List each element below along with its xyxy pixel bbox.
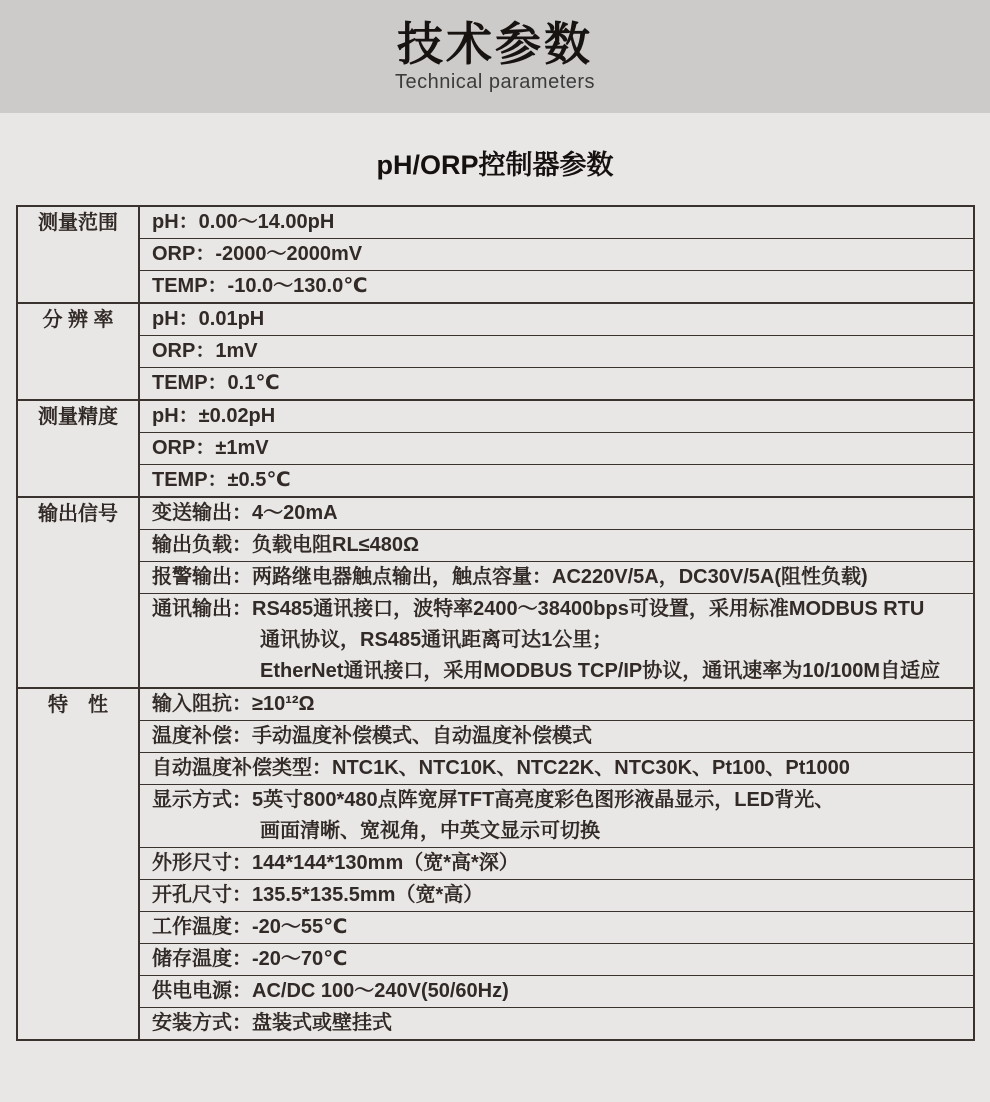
param-row	[140, 239, 973, 271]
param-row	[140, 689, 973, 721]
param-line: 温度补偿：手动温度补偿模式、自动温度补偿模式	[152, 725, 592, 747]
param-row	[140, 1008, 973, 1039]
param-line: 自动温度补偿类型：NTC1K、NTC10K、NTC22K、NTC30K、Pt100、Pt1000	[152, 757, 850, 779]
param-line: 通讯输出：RS485通讯接口，波特率2400～38400bps可设置，采用标准MODBUS RTU	[152, 598, 925, 620]
param-line: 供电电源：AC/DC 100～240V(50/60Hz)	[152, 980, 509, 1002]
param-row	[140, 753, 973, 785]
param-row	[140, 785, 973, 848]
page-title: 技术参数	[397, 18, 593, 70]
group-values	[140, 498, 973, 687]
group-values	[140, 401, 973, 496]
param-row	[140, 271, 973, 302]
param-line-continuation: 通讯协议，RS485通讯距离可达1公里；	[260, 629, 613, 651]
param-row	[140, 848, 973, 880]
group-values	[140, 207, 973, 302]
param-line: ORP：-2000～2000mV	[152, 243, 363, 265]
group-label: 输出信号	[18, 498, 140, 687]
param-line: TEMP：±0.5℃	[152, 469, 291, 491]
param-row	[140, 944, 973, 976]
param-line: 变送输出：4～20mA	[152, 502, 338, 524]
group-values	[140, 304, 973, 399]
group-label: 特 性	[18, 689, 140, 1039]
param-line: 输出负载：负载电阻RL≤480Ω	[152, 534, 420, 556]
param-group-features	[18, 689, 973, 1039]
param-line: ORP：±1mV	[152, 437, 269, 459]
param-line: 安装方式：盘装式或壁挂式	[152, 1012, 392, 1034]
param-line: ORP：1mV	[152, 340, 258, 362]
param-row	[140, 401, 973, 433]
header-banner	[0, 0, 990, 113]
param-line: 储存温度：-20～70℃	[152, 948, 348, 970]
param-group-accuracy	[18, 401, 973, 498]
param-line: pH：0.00～14.00pH	[152, 211, 335, 233]
param-row	[140, 433, 973, 465]
param-row	[140, 880, 973, 912]
param-group-output-signal	[18, 498, 973, 689]
param-line: 开孔尺寸：135.5*135.5mm（宽*高）	[152, 884, 484, 906]
param-row	[140, 721, 973, 753]
param-row	[140, 368, 973, 399]
param-row	[140, 207, 973, 239]
param-line: 工作温度：-20～55℃	[152, 916, 348, 938]
param-row	[140, 498, 973, 530]
group-label: 分 辨 率	[18, 304, 140, 399]
param-row	[140, 304, 973, 336]
param-line-continuation: 画面清晰、宽视角，中英文显示可切换	[260, 820, 600, 842]
param-line: 输入阻抗：≥10¹²Ω	[152, 693, 315, 715]
param-row	[140, 594, 973, 687]
group-label: 测量精度	[18, 401, 140, 496]
param-row	[140, 530, 973, 562]
param-line: TEMP：-10.0～130.0℃	[152, 275, 368, 297]
param-line-continuation: EtherNet通讯接口，采用MODBUS TCP/IP协议，通讯速率为10/100M自适应	[260, 660, 941, 682]
section-title: pH/ORP控制器参数	[376, 150, 614, 180]
param-line: pH：±0.02pH	[152, 405, 276, 427]
param-row	[140, 465, 973, 496]
param-row	[140, 912, 973, 944]
page-subtitle: Technical parameters	[394, 71, 596, 93]
param-row	[140, 976, 973, 1008]
group-label: 测量范围	[18, 207, 140, 302]
group-values	[140, 689, 973, 1039]
param-line: 显示方式：5英寸800*480点阵宽屏TFT高亮度彩色图形液晶显示，LED背光、	[152, 789, 835, 811]
param-line: 报警输出：两路继电器触点输出，触点容量：AC220V/5A，DC30V/5A(阻性负载)	[152, 566, 868, 588]
params-table	[16, 205, 975, 1041]
param-group-measure-range	[18, 207, 973, 304]
param-row	[140, 336, 973, 368]
param-line: TEMP：0.1℃	[152, 372, 280, 394]
param-row	[140, 562, 973, 594]
param-group-resolution	[18, 304, 973, 401]
param-line: 外形尺寸：144*144*130mm（宽*高*深）	[152, 852, 519, 874]
param-line: pH：0.01pH	[152, 308, 265, 330]
